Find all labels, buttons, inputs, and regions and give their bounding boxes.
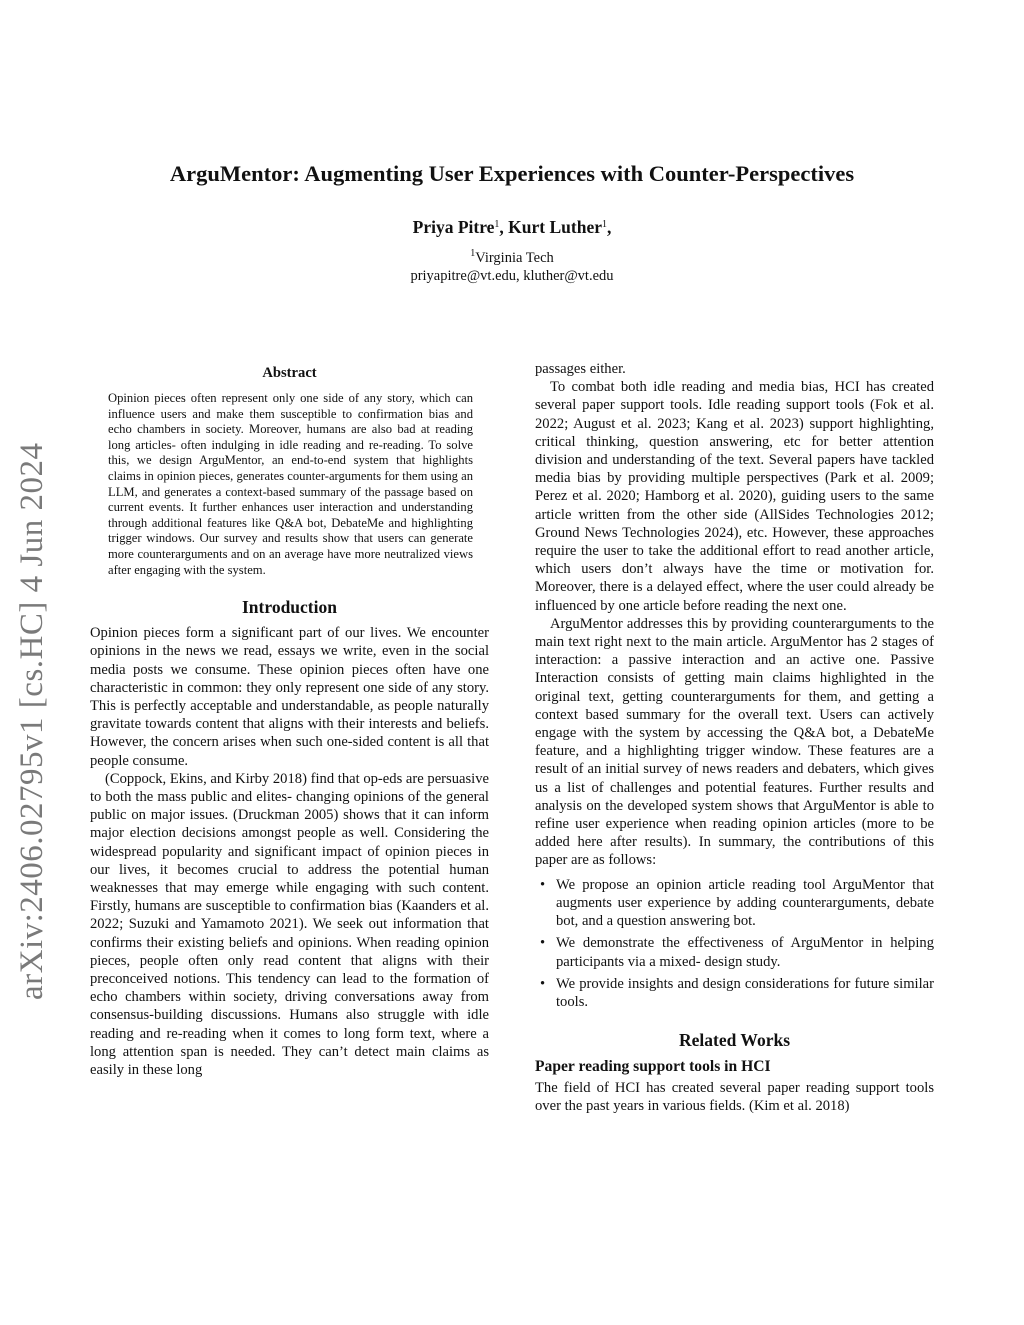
related-works-paragraph: The field of HCI has created several paper reading support tools over the past years in various fields. (Kim et al. 2018)	[535, 1080, 934, 1115]
affiliation-name: Virginia Tech	[475, 250, 554, 266]
author-line	[0, 216, 1024, 238]
affiliation-block	[0, 249, 1024, 285]
abstract-heading: Abstract	[262, 365, 317, 381]
author-separator: ,	[499, 217, 509, 237]
author-emails: priyapitre@vt.edu, kluther@vt.edu	[410, 268, 614, 284]
paper-title: ArguMentor: Augmenting User Experiences with Counter-Perspectives	[169, 161, 855, 186]
introduction-heading: Introduction	[242, 597, 337, 618]
affiliation-mark: 1	[470, 248, 476, 259]
author-name: Priya Pitre	[412, 217, 495, 237]
contribution-item	[535, 876, 934, 931]
contribution-text: We provide insights and design considerations for future similar tools.	[556, 975, 934, 1010]
bullet-icon: •	[540, 935, 546, 952]
contribution-item	[535, 934, 934, 970]
right-column	[535, 360, 934, 1116]
author-trailing-comma: ,	[607, 217, 612, 237]
related-works-heading: Related Works	[679, 1030, 790, 1051]
intro-paragraph: (Coppock, Ekins, and Kirby 2018) find that op-eds are persuasive to both the mass public and elites- changing opinions of the general public on major issues. (Druckman 2005) shows that it can inform major election decisions amongst people as well. Considering the widespread popularity and significant impact of opinion pieces in our lives, it becomes crucial to address the potential human weaknesses that may emerge while engaging with such content. Firstly, humans are susceptible to confirmation bias (Kaanders et al. 2022; Suzuki and Yamamoto 2021). We seek out information that confirms their existing beliefs and opinions. When reading opinion pieces, people often only read content that aligns with their preconceived notions. This tendency can lead to the formation of echo chambers within society, driving conversations away from consensus-building discussions. Humans also struggle with idle reading and re-reading when it comes to long form text, where a long attention span is needed. They can’t detect main claims as easily in these long	[90, 770, 489, 1078]
affiliation-line	[0, 249, 1024, 267]
intro-paragraph-continued: passages either.	[535, 361, 626, 377]
intro-paragraph: To combat both idle reading and media bias, HCI has created several paper support tools. Idle reading support tools (Fok et al. 2022; August et al. 2023; Kang et al. 2023) support highlighting, critical thinking, question answering, etc for better attention division and understanding of the text. Several papers have tackled media bias by providing multiple perspectives (Park et al. 2009; Perez et al. 2020; Hamborg et al. 2020), guiding users to the same article written from the other side (AllSides Technologies 2012; Ground News Technologies 2024), etc. However, these approaches require the user to take the additional effort to read another article, which users don’t always have the time or motivation for. Moreover, there is a delayed effect, where the user could already be influenced by one article before reading the next one.	[535, 379, 934, 614]
contribution-item	[535, 975, 934, 1011]
bullet-icon: •	[540, 876, 546, 893]
contribution-text: We propose an opinion article reading tool ArguMentor that augments user experience by adding counterarguments, debate bot, and a question answering bot.	[556, 876, 934, 930]
arxiv-margin-stamp: arXiv:2406.02795v1 [cs.HC] 4 Jun 2024	[14, 442, 50, 1000]
intro-paragraph: Opinion pieces form a significant part of our lives. We encounter opinions in the news we read, essays we write, even in the social media posts we consume. These opinion pieces often have one characteristic in common: they only represent one side of any story. This is perfectly acceptable and understandable, as people naturally gravitate towards content that aligns with their interests and beliefs. However, the concern arises when such one-sided content is all that people consume.	[90, 625, 489, 769]
author-name: Kurt Luther	[508, 217, 602, 237]
bullet-icon: •	[540, 975, 546, 992]
author-affiliation-mark: 1	[494, 219, 500, 230]
intro-paragraph: ArguMentor addresses this by providing counterarguments to the main text right next to the main article. ArguMentor has 2 stages of interaction: a passive interaction and an active one. Passive Interaction consists of getting main claims highlighted in the original text, getting counterarguments for them, and getting a context based summary for the overall text. Users can actively engage with the system by accessing the Q&A bot, a DebateMe feature, and a highlighting trigger window. These features are a result of an initial survey of news readers and debaters, which gives us a list of challenges and potential features. Further results and analysis on the developed system shows that ArguMentor is able to refine user experience when reading opinion articles (more to be added here after results). In summary, the contributions of this paper are as follows:	[535, 615, 934, 869]
abstract-text: Opinion pieces often represent only one side of any story, which can influence users and make them susceptible to confirmation bias and echo chambers in society. Moreover, humans are also bad at reading long articles- often indulging in idle reading and re-reading. To solve this, we design ArguMentor, an end-to-end system that highlights claims in opinion pieces, generates counter-arguments for them using an LLM, and generates a context-based summary of the passage based on current events. It further enhances user interaction and understanding through additional features like Q&A bot, DebateMe and highlighting trigger windows. Our survey and results show that users can generate more counterarguments and on an average have more neutralized views after engaging with the system.	[108, 391, 473, 577]
left-column	[90, 360, 489, 1079]
paper-reading-tools-subheading: Paper reading support tools in HCI	[535, 1058, 771, 1076]
author-affiliation-mark: 1	[602, 219, 607, 230]
contribution-text: We demonstrate the effectiveness of ArguMentor in helping participants via a mixed- design study.	[556, 935, 934, 970]
contributions-list	[535, 876, 934, 1011]
